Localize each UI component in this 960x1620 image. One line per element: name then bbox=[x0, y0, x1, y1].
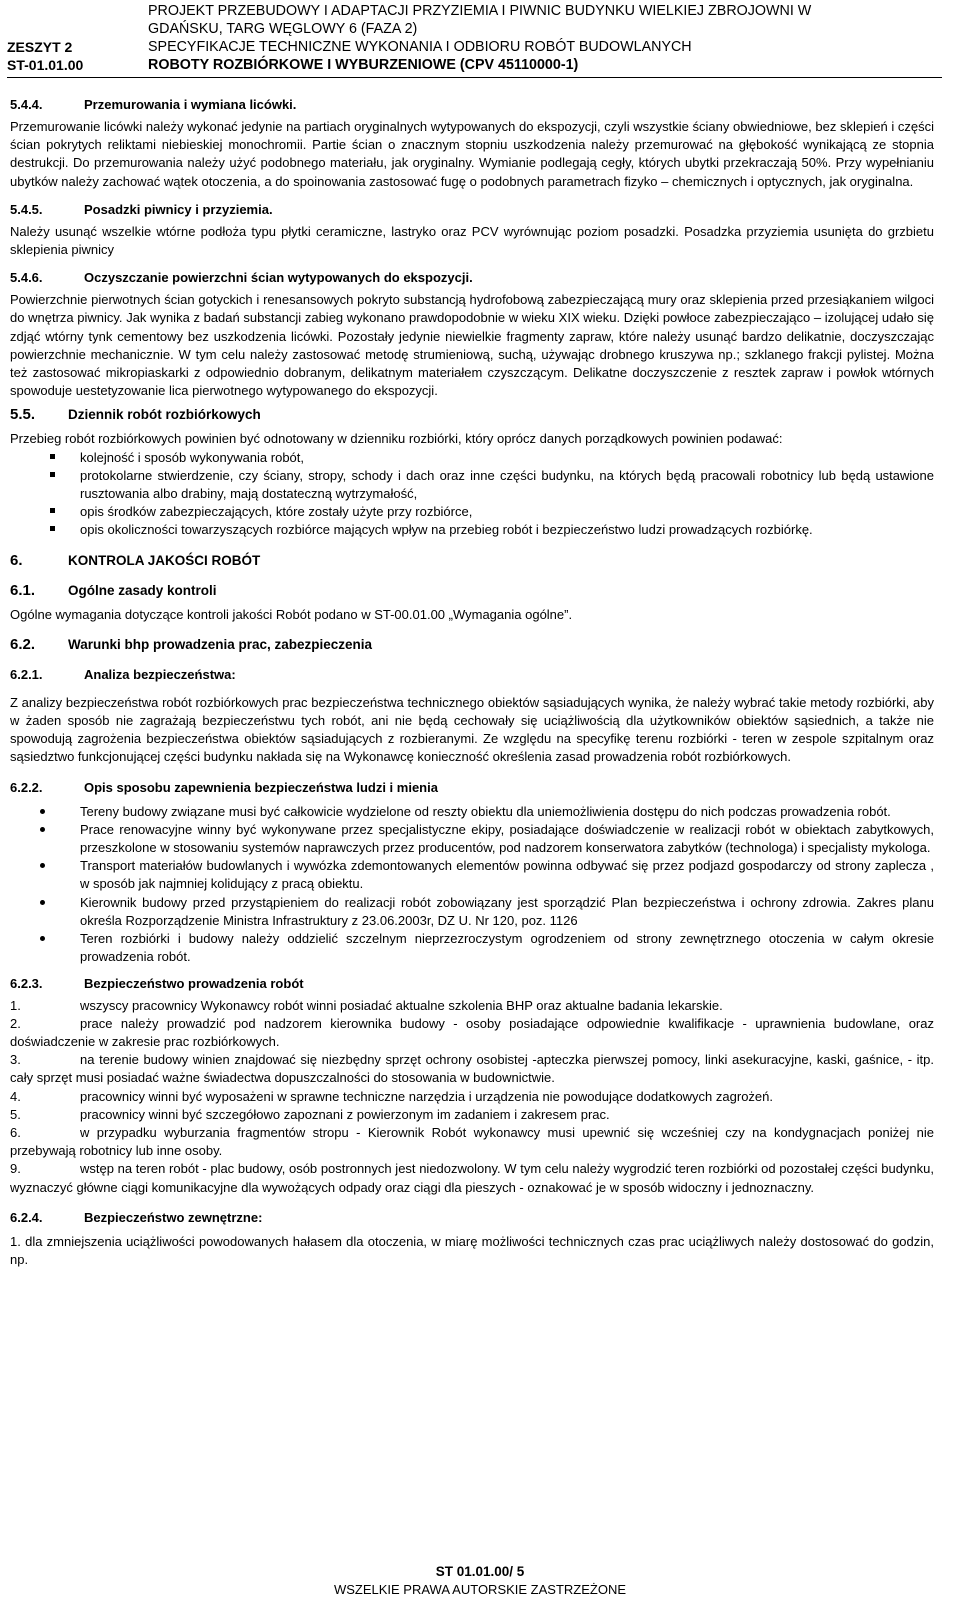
section-title: Bezpieczeństwo zewnętrzne: bbox=[84, 1209, 263, 1225]
list-item: Teren rozbiórki i budowy należy oddzielić szczelnym nieprzezroczystym ogrodzeniem od strony zewnętrznego otoczenia w całym okresie prowadzenia robót. bbox=[10, 930, 934, 966]
list-item: Prace renowacyjne winny być wykonywane przez specjalistyczne ekipy, posiadające doświadczenie w realizacji robót w obiektach zabytkowych, przeszkolone w stosowaniu systemów naprawczych przez producentów, pod nadzorem konserwatora zabytków (technologa) i specjalisty mykologa. bbox=[10, 821, 934, 857]
item-text: na terenie budowy winien znajdować się niezbędny sprzęt ochrony osobistej -apteczka pierwszej pomocy, linki asekuracyjne, kaski, gaśnice, - itp. cały sprzęt musi posiadać ważne świadectwa dopuszczalności do stosowania w budownictwie. bbox=[10, 1052, 934, 1086]
section-number: 6.2.1. bbox=[10, 666, 43, 682]
item-number: 1. bbox=[10, 997, 21, 1013]
item-text: w przypadku wyburzania fragmentów stropu - Kierownik Robót wykonawcy musi upewnić się wcześniej czy na kondygnacjach poniżej nie przebywają robotnicy lub inne osoby. bbox=[10, 1124, 934, 1159]
list-item bbox=[10, 1160, 934, 1196]
list-item: opis okoliczności towarzyszących rozbiórce mających wpływ na przebieg robót i bezpieczeństwo ludzi prowadzących rozbiórkę. bbox=[10, 521, 934, 539]
header-left-blank bbox=[7, 20, 148, 38]
item-number: 9. bbox=[10, 1161, 21, 1177]
list-item: protokolarne stwierdzenie, czy ściany, stropy, schody i dach oraz inne części budynku, na których będą pracowali robotnicy lub będą ustawione rusztowania albo drabiny, mają dostateczną wytrzymałość, bbox=[10, 467, 934, 503]
list-item bbox=[10, 1124, 934, 1160]
paragraph: Ogólne wymagania dotyczące kontroli jakości Robót podano w ST-00.01.00 „Wymagania ogólne”. bbox=[10, 606, 573, 622]
section-title: Ogólne zasady kontroli bbox=[68, 582, 217, 598]
section-heading bbox=[10, 201, 934, 219]
section-title: Analiza bezpieczeństwa: bbox=[84, 666, 236, 682]
section-number: 6.2.3. bbox=[10, 975, 43, 991]
list-item bbox=[10, 1051, 934, 1087]
bullet-list bbox=[10, 449, 934, 540]
section-heading bbox=[10, 269, 934, 287]
item-text: wstęp na teren robót - plac budowy, osób postronnych jest niedozwolony. W tym celu należy wygrodzić teren rozbiórki od pozostałej części budynku, wyznaczyć główne ciągi komunikacyjne dla wywożących odpady oraz ciągi dla pieszych - oznakować je w sposób widoczny i jednoznaczny. bbox=[10, 1161, 934, 1195]
section-title: Przemurowania i wymiana licówki. bbox=[84, 97, 297, 112]
section-number: 5.5. bbox=[10, 406, 36, 424]
document-body bbox=[10, 96, 934, 1269]
header-left-blank bbox=[7, 2, 148, 20]
item-text: pracownicy winni być szczegółowo zapoznani z powierzonym im zadaniem i zakresem prac. bbox=[80, 1106, 610, 1122]
section-number: 5.4.6. bbox=[10, 270, 43, 286]
list-item: Tereny budowy związane musi być całkowicie wydzielone od reszty obiektu dla uniemożliwienia dostępu do nich podczas prowadzenia robót. bbox=[10, 803, 934, 821]
section-title: Opis sposobu zapewnienia bezpieczeństwa ludzi i mienia bbox=[84, 779, 438, 795]
paragraph: Przemurowanie licówki należy wykonać jedynie na partiach oryginalnych wytypowanych do ekspozycji, czyli wszystkie ściany obwiedniowe, bez sklepień i części ścian pokrytych reliktami niebieskiej monochromii. Partie ścian o znacznym stopniu uszkodzenia należy przemurować na głębokość wynikającą ze stopnia destrukcji. Do przemurowania należy użyć podobnego materiału, jak oryginalny. Wymianie podlegają cegły, których ubytki przekraczają 50%. Przy wypełnianiu ubytków należy zachować wątek otoczenia, a do spoinowania zastosować fugę o podobnych parametrach fizyko – chemicznych i optycznych, jak oryginalna. bbox=[10, 119, 934, 189]
header-spec-code: ST-01.01.00 bbox=[7, 57, 84, 73]
section-heading bbox=[10, 582, 934, 600]
section-heading bbox=[10, 1209, 934, 1227]
paragraph: Należy usunąć wszelkie wtórne podłoża typu płytki ceramiczne, lastryko oraz PCV wyrównując poziom posadzki. Posadzka przyziemia usunięta do grzbietu sklepienia piwnicy bbox=[10, 223, 934, 258]
page-header bbox=[7, 2, 942, 74]
list-item: Transport materiałów budowlanych i wywózka zdemontowanych elementów powinna odbywać się przez podjazd gospodarczy od strony zaplecza , w sposób jak najmniej kolidujący z pracą obiektu. bbox=[10, 857, 934, 893]
section-heading bbox=[10, 96, 934, 114]
footer-copyright: WSZELKIE PRAWA AUTORSKIE ZASTRZEŻONE bbox=[333, 1582, 627, 1597]
section-title: Dziennik robót rozbiórkowych bbox=[68, 407, 261, 423]
header-volume: ZESZYT 2 bbox=[7, 39, 73, 55]
item-text: wszyscy pracownicy Wykonawcy robót winni posiadać aktualne szkolenia BHP oraz aktualne badania lekarskie. bbox=[80, 997, 723, 1013]
item-number: 6. bbox=[10, 1124, 21, 1140]
section-heading bbox=[10, 666, 934, 684]
item-text: prace należy prowadzić pod nadzorem kierownika budowy - osoby posiadające odpowiednie kwalifikacje - uprawnienia budowlane, oraz doświadczenie w zakresie prac rozbiórkowych. bbox=[10, 1015, 934, 1049]
section-heading bbox=[10, 552, 934, 570]
list-item: kolejność i sposób wykonywania robót, bbox=[10, 449, 934, 467]
header-spec-scope: ROBOTY ROZBIÓRKOWE I WYBURZENIOWE (CPV 45110000-1) bbox=[148, 57, 579, 73]
item-number: 4. bbox=[10, 1088, 21, 1104]
paragraph: 1. dla zmniejszenia uciążliwości powodowanych hałasem dla otoczenia, w miarę możliwości technicznych czas prac uciążliwych należy dostosować do godzin, np. bbox=[10, 1233, 934, 1267]
section-number: 5.4.4. bbox=[10, 97, 43, 112]
section-title: Posadzki piwnicy i przyziemia. bbox=[84, 201, 273, 217]
section-title: Warunki bhp prowadzenia prac, zabezpieczenia bbox=[68, 636, 373, 652]
bullet-list bbox=[10, 803, 934, 967]
item-number: 3. bbox=[10, 1052, 21, 1068]
footer-page-number: ST 01.01.00/ 5 bbox=[435, 1564, 525, 1579]
section-number: 6.1. bbox=[10, 581, 36, 599]
section-number: 6. bbox=[10, 551, 23, 569]
header-spec-title: SPECYFIKACJE TECHNICZNE WYKONANIA I ODBIORU ROBÓT BUDOWLANYCH bbox=[148, 39, 692, 55]
header-project-address: GDAŃSKU, TARG WĘGLOWY 6 (FAZA 2) bbox=[148, 21, 418, 37]
section-heading bbox=[10, 406, 934, 424]
item-number: 5. bbox=[10, 1106, 21, 1122]
numbered-list bbox=[10, 997, 934, 1197]
paragraph: Z analizy bezpieczeństwa robót rozbiórkowych prac bezpieczeństwa technicznego obiektów sąsiadujących wynika, że należy wybrać takie metody rozbiórki, aby w żaden sposób nie zagrażają bezpieczeństwu tych robót, ani nie będą cechowały się uciążliwością dla użytkowników obiektów sąsiednich, a także nie spowodują zagrożenia bezpieczeństwa obiektów sąsiadujących z rozbieranymi. Ze względu na specyfikę terenu rozbiórki - teren w zespole szpitalnym oraz sąsiedztwo funkcjonującej części budynku nakłada się na Wykonawcę konieczność określenia zasad prowadzenia robót rozbiórkowych. bbox=[10, 694, 934, 765]
paragraph: Przebieg robót rozbiórkowych powinien być odnotowany w dzienniku rozbiórki, który oprócz danych porządkowych powinien podawać: bbox=[10, 431, 783, 447]
section-heading bbox=[10, 779, 934, 797]
section-title: Oczyszczanie powierzchni ścian wytypowanych do ekspozycji. bbox=[84, 270, 473, 286]
list-item bbox=[10, 1088, 934, 1106]
section-title: KONTROLA JAKOŚCI ROBÓT bbox=[68, 552, 261, 568]
section-number: 5.4.5. bbox=[10, 201, 43, 217]
header-divider bbox=[7, 77, 942, 78]
item-number: 2. bbox=[10, 1015, 21, 1031]
section-heading bbox=[10, 975, 934, 993]
list-item bbox=[10, 997, 934, 1015]
list-item bbox=[10, 1015, 934, 1051]
list-item: opis środków zabezpieczających, które zostały użyte przy rozbiórce, bbox=[10, 503, 934, 521]
section-heading bbox=[10, 636, 934, 654]
section-number: 6.2.4. bbox=[10, 1209, 43, 1225]
header-project-title: PROJEKT PRZEBUDOWY I ADAPTACJI PRZYZIEMIA I PIWNIC BUDYNKU WIELKIEJ ZBROJOWNI W bbox=[148, 3, 812, 19]
item-text: pracownicy winni być wyposażeni w sprawne techniczne narzędzia i urządzenia nie powodujące dodatkowych zagrożeń. bbox=[80, 1088, 773, 1104]
list-item bbox=[10, 1106, 934, 1124]
list-item: Kierownik budowy przed przystąpieniem do realizacji robót zobowiązany jest sporządzić Plan bezpieczeństwa i ochrony zdrowia. Zakres planu określa Rozporządzenie Ministra Infrastruktury z 23.06.2003r, DZ U. Nr 120, poz. 1126 bbox=[10, 894, 934, 930]
section-number: 6.2. bbox=[10, 635, 36, 653]
section-title: Bezpieczeństwo prowadzenia robót bbox=[84, 975, 304, 991]
section-number: 6.2.2. bbox=[10, 779, 43, 795]
paragraph: Powierzchnie pierwotnych ścian gotyckich i renesansowych pokryto substancją hydrofobową zabezpieczającą mury oraz sklepienia przed przesiąkaniem wilgoci do wnętrza piwnicy. Jak wynika z badań substancji zabieg wykonano prawdopodobnie w wieku XIX wieku. Dzięki powłoce zabezpieczająco – izolującej udało się zdjąć wtórny tynk cementowy bez uszkodzenia licówki. Pozostały jedynie niewielkie fragmenty zapraw, które należy usunąć bardzo delikatnie, doczyszczając powierzchnie mechanicznie. W tym celu należy zastosować metodę strumieniową, suchą, używając drobnego kruszywa np.; szklanego frakcji pylistej. Można też zastosować mikropiaskarki z odpowiednio dobranym, delikatnym materiałem czyszczącym. Delikatne doczyszczenie z resztek zapraw i powłok wtórnych spowoduje uestetyzowanie lica pierwotnego wytypowanego do ekspozycji. bbox=[10, 292, 934, 399]
